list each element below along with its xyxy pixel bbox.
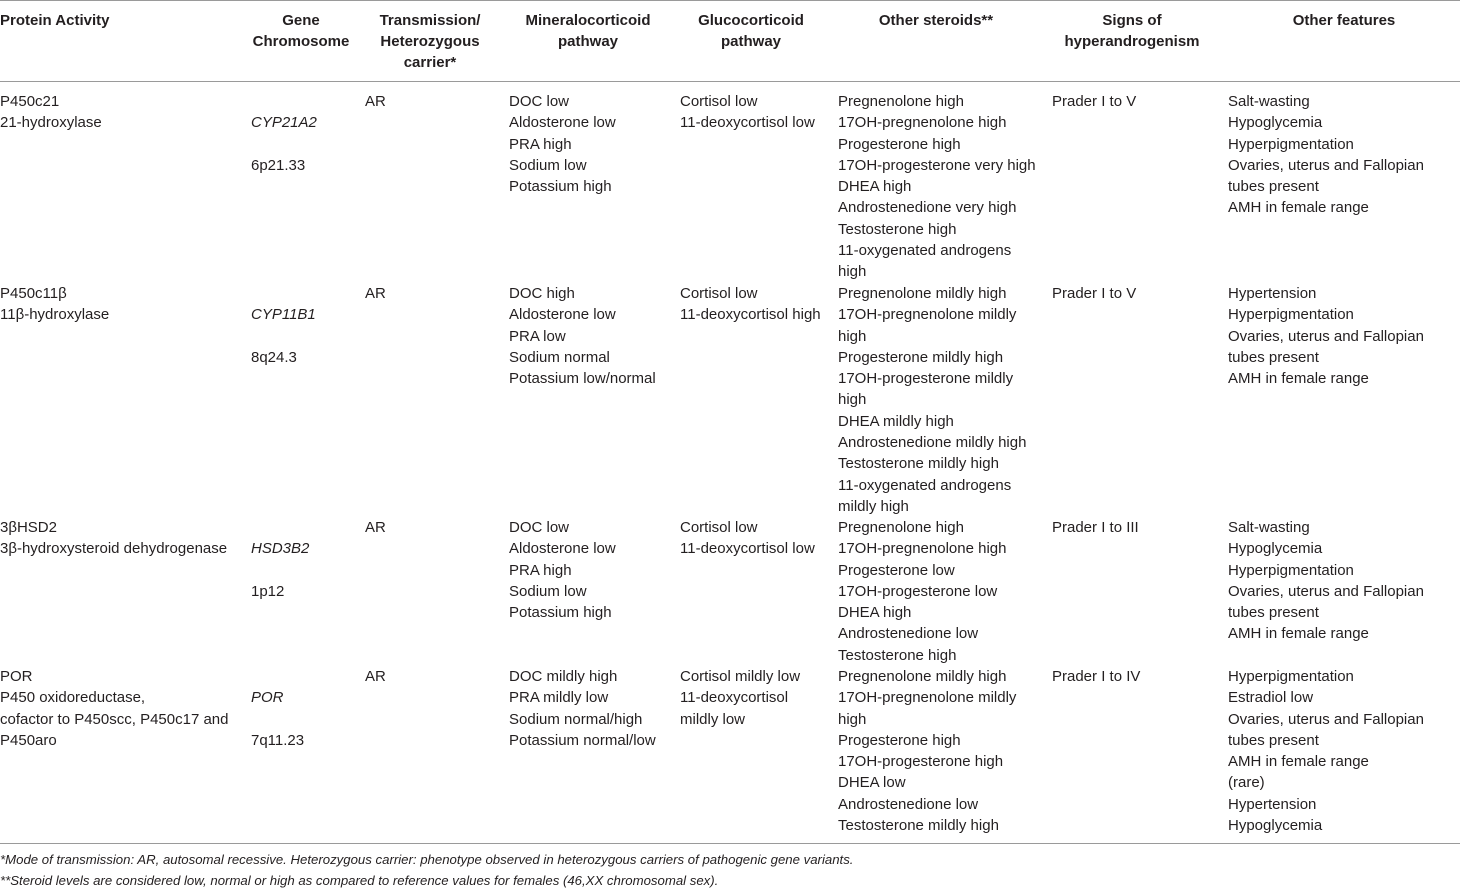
- header-gene-chromosome: Gene Chromosome: [252, 12, 350, 50]
- gene-name: POR: [251, 689, 284, 707]
- cell-protein: 3βHSD2 3β-hydroxysteroid dehydrogenase: [0, 519, 228, 558]
- cell-gene: [251, 91, 317, 197]
- header-hyperandrogenism: Signs of hyperandrogenism: [1064, 12, 1200, 50]
- cell-protein: P450c11β 11β-hydroxylase: [0, 285, 110, 324]
- cell-mineralocorticoid: DOC high Aldosterone low PRA low Sodium normal Potassium low/normal: [509, 285, 656, 388]
- cell-hyperandrogenism: Prader I to III: [1052, 519, 1139, 536]
- cell-gene: [251, 517, 309, 623]
- cell-protein: POR P450 oxidoreductase, cofactor to P450scc, P450c17 and P450aro: [0, 668, 229, 749]
- header-rule: [0, 81, 1460, 82]
- cell-protein: P450c21 21-hydroxylase: [0, 93, 102, 132]
- cell-other-steroids: Pregnenolone high 17OH-pregnenolone high Progesterone low 17OH-progesterone low DHEA high Androstenedione low Testosterone high: [838, 519, 1007, 664]
- cell-other-features: Salt-wasting Hypoglycemia Hyperpigmentation Ovaries, uterus and Fallopian tubes present AMH in female range: [1228, 519, 1424, 643]
- cell-glucocorticoid: Cortisol low 11-deoxycortisol high: [680, 285, 821, 324]
- chromosome: 6p21.33: [251, 156, 306, 174]
- cell-gene: [251, 666, 304, 772]
- cell-mineralocorticoid: DOC low Aldosterone low PRA high Sodium low Potassium high: [509, 519, 616, 622]
- cell-hyperandrogenism: Prader I to IV: [1052, 668, 1141, 685]
- cell-glucocorticoid: Cortisol mildly low 11-deoxycortisol mildly low: [680, 668, 801, 728]
- header-transmission: Transmission/ Heterozygous carrier*: [379, 12, 481, 71]
- cell-mineralocorticoid: DOC low Aldosterone low PRA high Sodium low Potassium high: [509, 93, 616, 196]
- cell-glucocorticoid: Cortisol low 11-deoxycortisol low: [680, 519, 815, 558]
- header-other-features: Other features: [1292, 12, 1396, 29]
- table-bottom-rule: [0, 843, 1460, 844]
- chromosome: 1p12: [251, 582, 285, 600]
- cell-mineralocorticoid: DOC mildly high PRA mildly low Sodium normal/high Potassium normal/low: [509, 668, 656, 749]
- chromosome: 8q24.3: [251, 348, 297, 366]
- cell-other-steroids: Pregnenolone mildly high 17OH-pregnenolone mildly high Progesterone mildly high 17OH-progesterone mildly high DHEA mildly high Androstenedione mildly high Testosterone mildly high 11-oxygenated androgens mildly high: [838, 285, 1027, 515]
- header-mineralocorticoid: Mineralocorticoid pathway: [525, 12, 651, 50]
- gene-name: CYP21A2: [251, 114, 317, 132]
- cell-other-steroids: Pregnenolone mildly high 17OH-pregnenolone mildly high Progesterone high 17OH-progesterone high DHEA low Androstenedione low Testosterone mildly high: [838, 668, 1017, 835]
- cell-glucocorticoid: Cortisol low 11-deoxycortisol low: [680, 93, 815, 132]
- header-other-steroids: Other steroids**: [878, 12, 994, 29]
- gene-name: CYP11B1: [251, 306, 316, 324]
- cell-other-steroids: Pregnenolone high 17OH-pregnenolone high Progesterone high 17OH-progesterone very high DHEA high Androstenedione very high Testosterone high 11-oxygenated androgens high: [838, 93, 1036, 281]
- cell-hyperandrogenism: Prader I to V: [1052, 285, 1137, 302]
- cell-transmission: AR: [365, 668, 386, 685]
- cell-gene: [251, 283, 316, 389]
- cell-transmission: AR: [365, 93, 386, 110]
- footnote-transmission: *Mode of transmission: AR, autosomal recessive. Heterozygous carrier: phenotype observed in heterozygous carriers of pathogenic gene variants.: [0, 852, 854, 867]
- cell-other-features: Hypertension Hyperpigmentation Ovaries, uterus and Fallopian tubes present AMH in female range: [1228, 285, 1424, 388]
- footnotes: [0, 849, 1460, 891]
- header-glucocorticoid: Glucocorticoid pathway: [698, 12, 804, 50]
- cell-other-features: Salt-wasting Hypoglycemia Hyperpigmentation Ovaries, uterus and Fallopian tubes present AMH in female range: [1228, 93, 1424, 217]
- footnote-steroid-levels: **Steroid levels are considered low, normal or high as compared to reference values for females (46,XX chromosomal sex).: [0, 873, 719, 888]
- cell-transmission: AR: [365, 519, 386, 536]
- cell-other-features: Hyperpigmentation Estradiol low Ovaries, uterus and Fallopian tubes present AMH in female range (rare) Hypertension Hypoglycemia: [1228, 668, 1424, 835]
- header-protein-activity: Protein Activity: [0, 12, 110, 29]
- cell-transmission: AR: [365, 285, 386, 302]
- table-header: [0, 0, 1460, 81]
- gene-name: HSD3B2: [251, 540, 310, 558]
- cell-hyperandrogenism: Prader I to V: [1052, 93, 1137, 110]
- chromosome: 7q11.23: [251, 731, 305, 749]
